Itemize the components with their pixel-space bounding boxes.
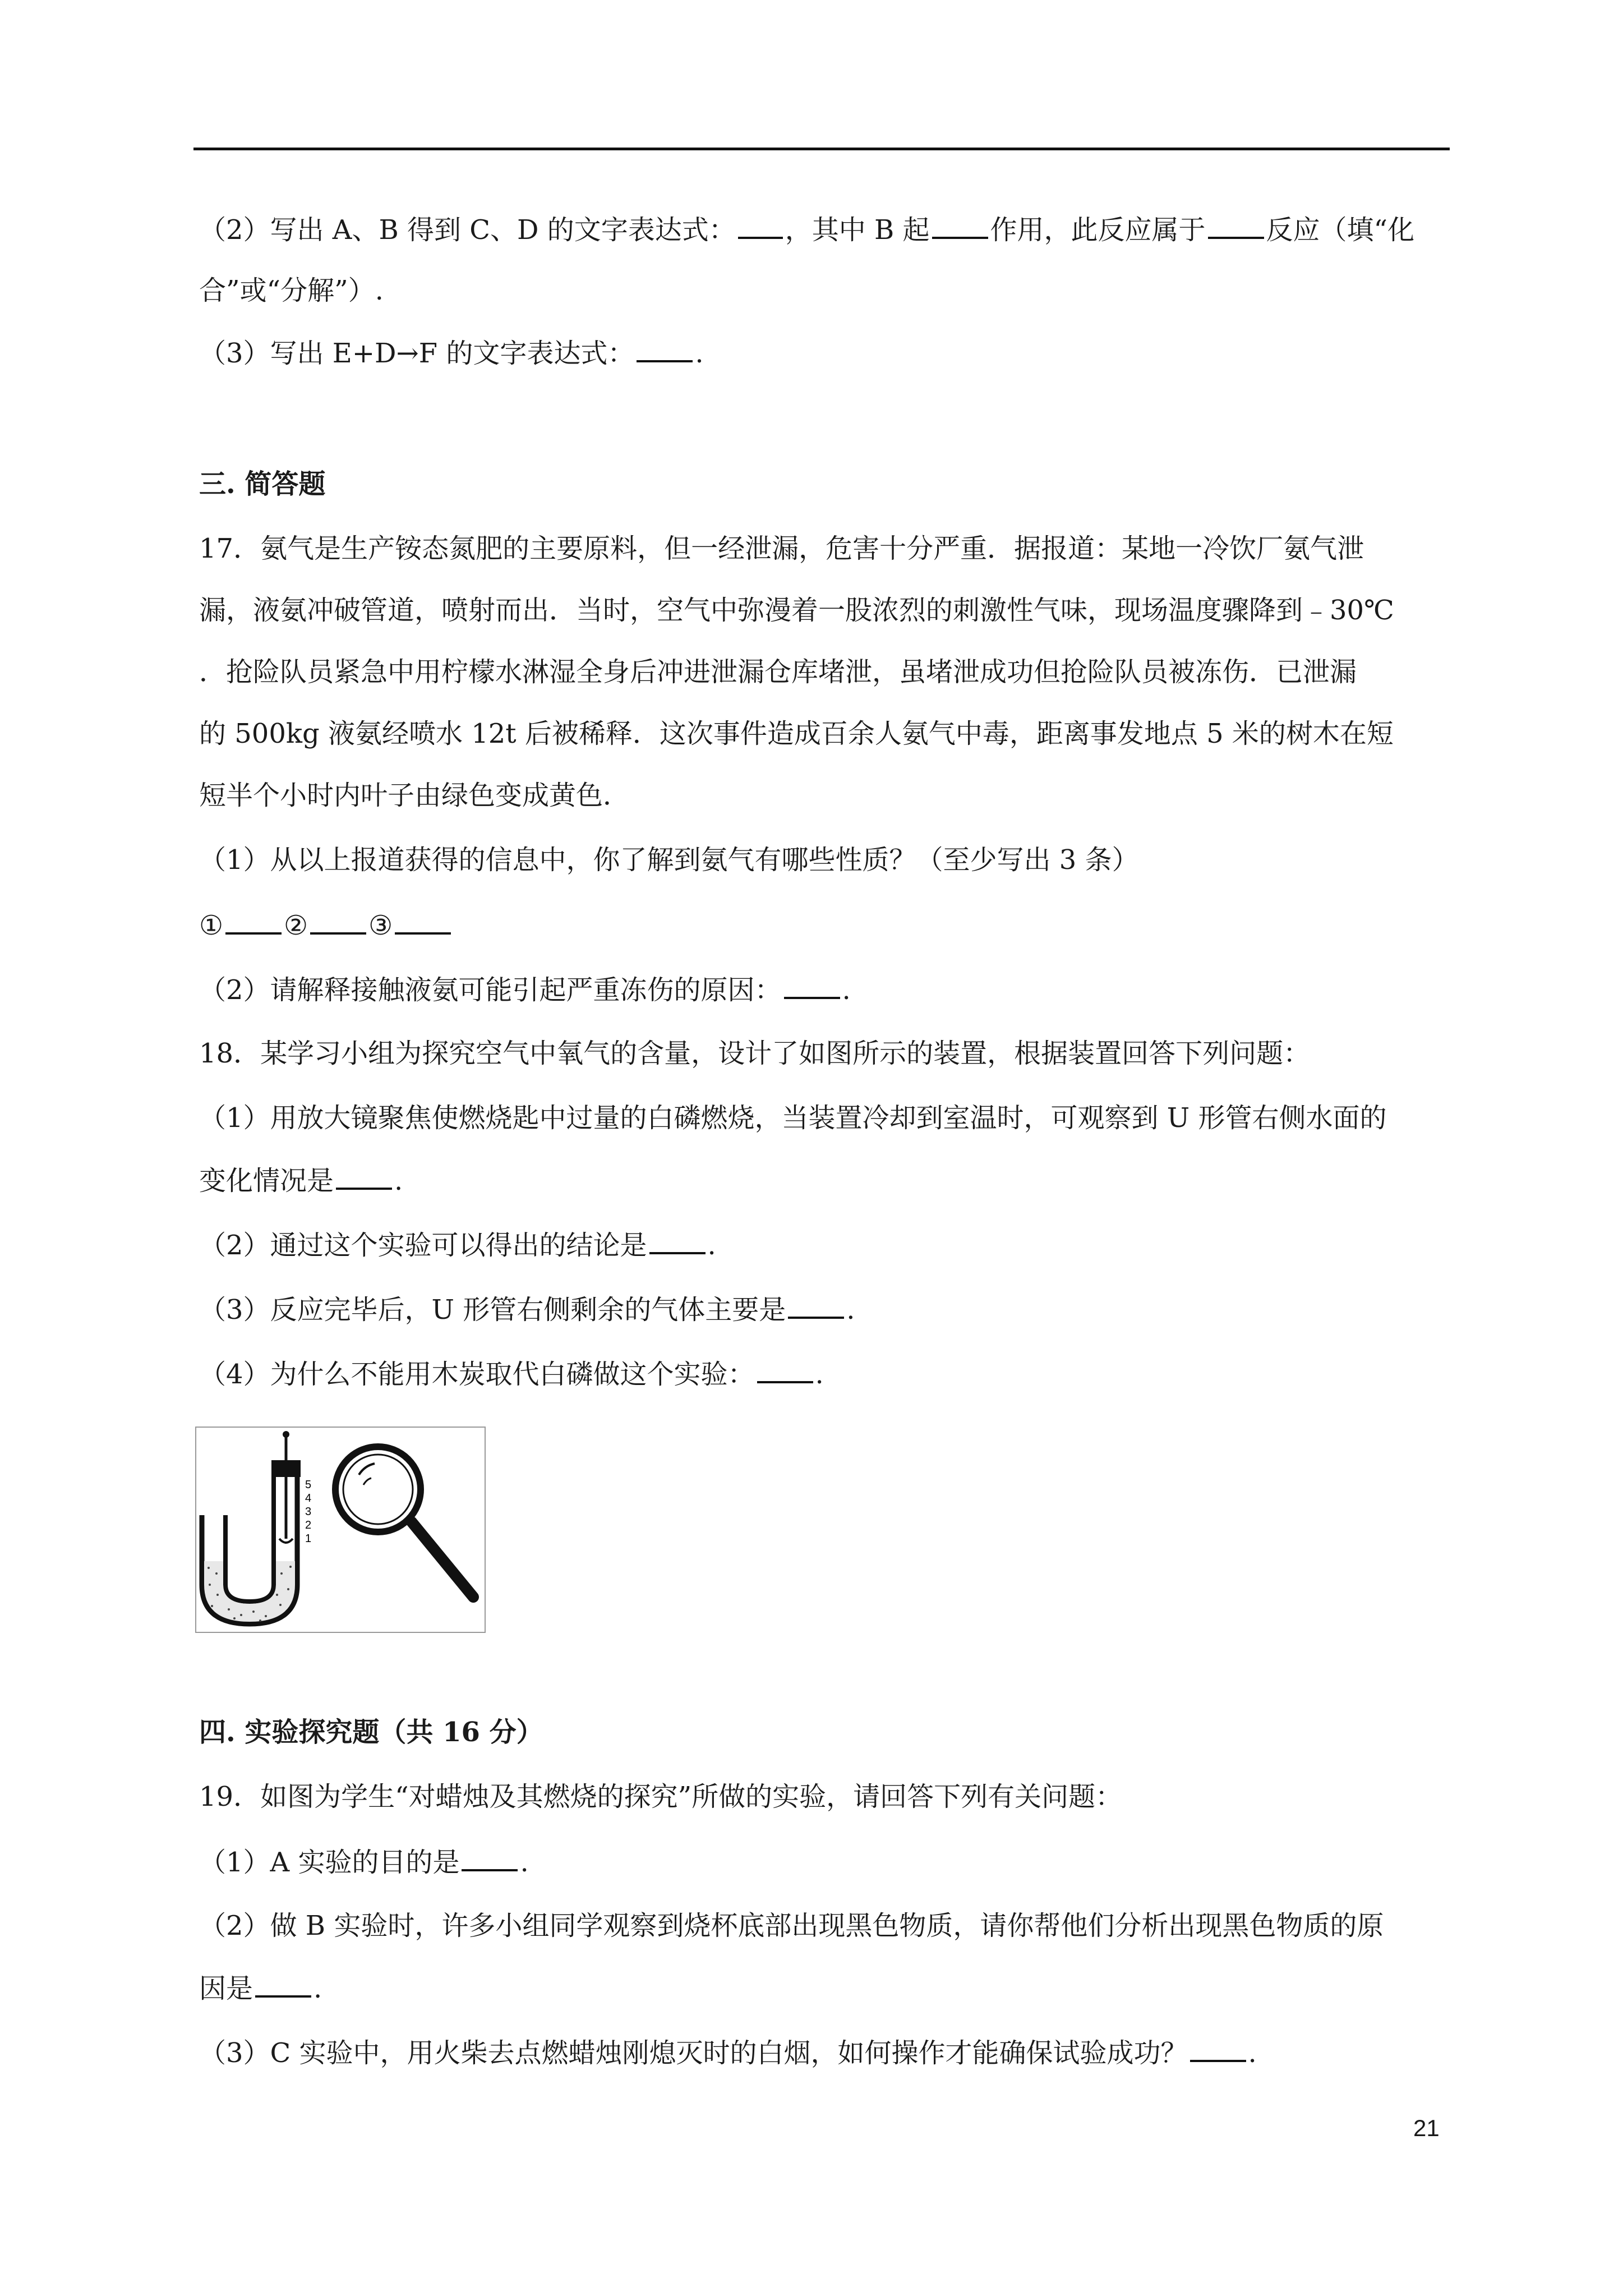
q19-stem: 19．如图为学生“对蜡烛及其燃烧的探究”所做的实验，请回答下列有关问题： — [199, 1781, 1123, 1812]
q19-sub3 — [199, 2035, 1257, 2070]
text: （3）反应完毕后，U 形管右侧剩余的气体主要是 — [199, 1294, 786, 1326]
q17-paragraph-line3: ．抢险队员紧急中用柠檬水淋湿全身后冲进泄漏仓库堵泄，虽堵泄成功但抢险队员被冻伤．已泄漏 — [199, 656, 1357, 688]
q19-sub2-line1: （2）做 B 实验时，许多小组同学观察到烧杯底部出现黑色物质，请你帮他们分析出现黑色物质的原 — [199, 1910, 1384, 1941]
scale-label: 5 — [305, 1479, 312, 1491]
text: . — [707, 1230, 716, 1261]
answer-blank[interactable] — [784, 972, 840, 999]
text: . — [394, 1165, 403, 1197]
q16-part2-line1 — [199, 212, 1414, 247]
q16-part3 — [199, 335, 704, 370]
text: . — [842, 974, 851, 1006]
circled-number: ① — [199, 910, 224, 941]
water-in-u-tube — [204, 1561, 295, 1622]
answer-blank[interactable] — [225, 908, 282, 935]
text: . — [313, 1973, 322, 2004]
q17-paragraph-line4: 的 500kg 液氨经喷水 12t 后被稀释．这次事件造成百余人氨气中毒，距离事发地点 5 米的树木在短 — [199, 718, 1394, 749]
answer-blank[interactable] — [336, 1163, 392, 1190]
text: （4）为什么不能用木炭取代白磷做这个实验： — [199, 1359, 755, 1390]
q18-sub2 — [199, 1227, 716, 1262]
q18-sub3 — [199, 1292, 855, 1327]
circled-number: ② — [284, 910, 308, 941]
q17-sub1: （1）从以上报道获得的信息中，你了解到氨气有哪些性质？（至少写出 3 条） — [199, 844, 1139, 876]
header-rule — [193, 148, 1450, 150]
q17-sub1-answers — [199, 908, 453, 942]
combustion-spoon-cup — [279, 1539, 293, 1543]
page-number: 21 — [1413, 2115, 1440, 2141]
text: （2）通过这个实验可以得出的结论是 — [199, 1230, 647, 1261]
text: 变化情况是 — [199, 1165, 334, 1197]
lens-glare — [359, 1464, 375, 1475]
q17-sub2 — [199, 972, 851, 1007]
answer-blank[interactable] — [649, 1227, 706, 1254]
text: ，其中 B 起 — [785, 214, 930, 246]
u-tube-inner-wall — [225, 1475, 274, 1602]
text: . — [1248, 2037, 1257, 2069]
text: （2）请解释接触液氨可能引起严重冻伤的原因： — [199, 974, 782, 1006]
q19-sub1 — [199, 1844, 529, 1879]
q16-part2-line2: 合”或“分解”）. — [199, 275, 384, 306]
text: 反应（填“化 — [1266, 214, 1415, 246]
answer-blank[interactable] — [1208, 212, 1264, 239]
answer-blank[interactable] — [395, 908, 451, 935]
q19-sub2-line2 — [199, 1971, 322, 2005]
lens-glare — [363, 1478, 371, 1485]
q17-paragraph-line2: 漏，液氨冲破管道，喷射而出．当时，空气中弥漫着一股浓烈的刺激性气味，现场温度骤降到﹣30℃ — [199, 595, 1394, 626]
scale-label: 3 — [305, 1506, 312, 1518]
text: 作用，此反应属于 — [990, 214, 1206, 246]
section-heading-3: 三. 简答题 — [199, 468, 326, 500]
answer-blank[interactable] — [1190, 2035, 1246, 2062]
text: （2）写出 A、B 得到 C、D 的文字表达式： — [199, 214, 736, 246]
text: . — [846, 1294, 855, 1326]
magnifier-lens — [343, 1455, 413, 1524]
text: （1）A 实验的目的是 — [199, 1847, 460, 1878]
section-heading-4: 四. 实验探究题（共 16 分） — [199, 1717, 543, 1748]
answer-blank[interactable] — [932, 212, 988, 239]
text: . — [695, 338, 704, 369]
circled-number: ③ — [368, 910, 393, 941]
scale-label: 4 — [305, 1492, 312, 1504]
scale-label: 2 — [305, 1519, 312, 1531]
scale-label: 1 — [305, 1533, 312, 1545]
q18-sub4 — [199, 1356, 824, 1391]
q18-stem: 18．某学习小组为探究空气中氧气的含量，设计了如图所示的装置，根据装置回答下列问题： — [199, 1038, 1311, 1069]
rod-knob — [283, 1431, 289, 1438]
answer-blank[interactable] — [738, 212, 783, 239]
q18-sub1-line1: （1）用放大镜聚焦使燃烧匙中过量的白磷燃烧，当装置冷却到室温时，可观察到 U 形管右侧水面的 — [199, 1102, 1387, 1134]
answer-blank[interactable] — [310, 908, 366, 935]
text: （3）写出 E+D→F 的文字表达式： — [199, 338, 635, 369]
q18-sub1-line2 — [199, 1163, 403, 1198]
text: （3）C 实验中，用火柴去点燃蜡烛刚熄灭时的白烟，如何操作才能确保试验成功？ — [199, 2037, 1188, 2069]
answer-blank[interactable] — [255, 1971, 311, 1998]
text: . — [815, 1359, 824, 1390]
answer-blank[interactable] — [788, 1292, 844, 1319]
answer-blank[interactable] — [462, 1844, 518, 1871]
q17-paragraph-line1: 17．氨气是生产铵态氮肥的主要原料，但一经泄漏，危害十分严重．据报道：某地一冷饮厂氨气泄 — [199, 533, 1364, 564]
magnifier-handle — [412, 1522, 473, 1597]
u-tube-apparatus-figure — [195, 1427, 486, 1633]
text: 因是 — [199, 1973, 253, 2004]
q17-paragraph-line5: 短半个小时内叶子由绿色变成黄色． — [199, 780, 630, 811]
answer-blank[interactable] — [757, 1356, 813, 1383]
answer-blank[interactable] — [637, 335, 693, 362]
text: . — [520, 1847, 529, 1878]
